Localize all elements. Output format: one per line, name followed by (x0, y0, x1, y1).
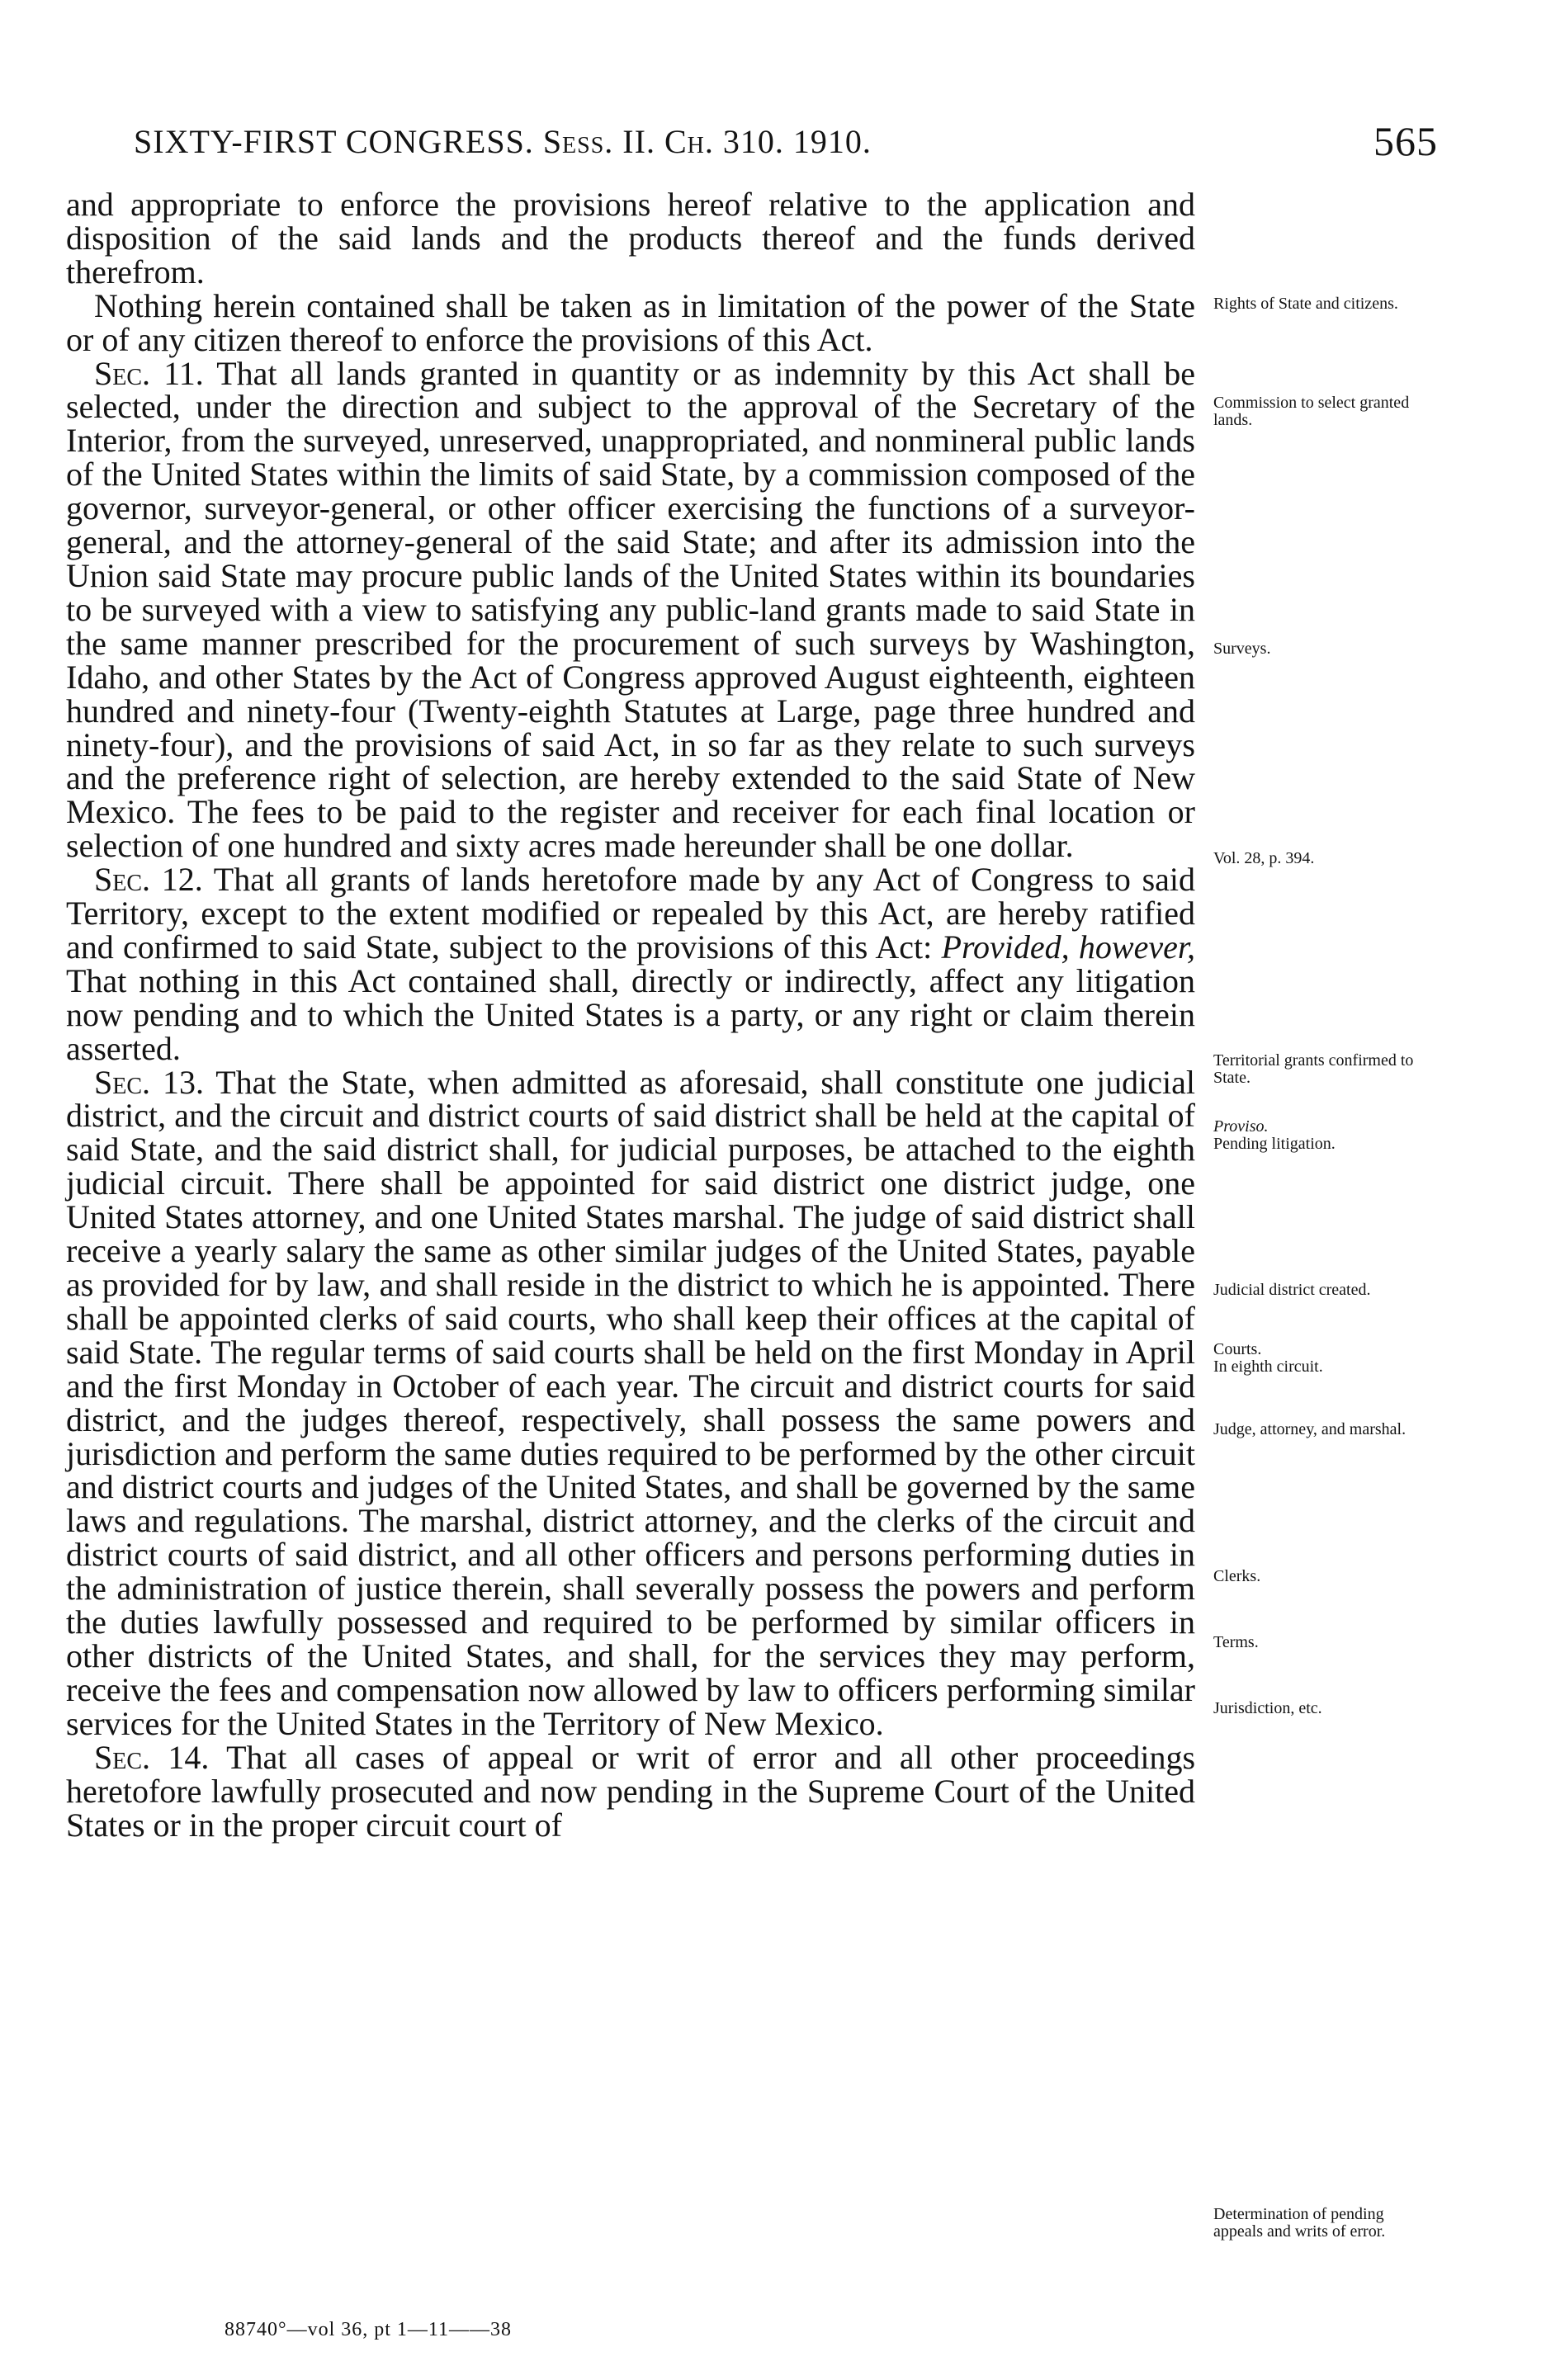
statute-body (66, 188, 1195, 1842)
section-14 (66, 1738, 1196, 1844)
margin-note-courts (1213, 1341, 1436, 1376)
running-head (134, 122, 872, 161)
margin-note-determination: Determination of pending appeals and writs of error. (1213, 2205, 1386, 2241)
congress-label: SIXTY-FIRST CONGRESS. (134, 123, 534, 160)
year-label: 1910. (792, 123, 872, 160)
margin-note-surveys: Surveys. (1213, 640, 1271, 658)
chapter-label: Ch. 310. (664, 123, 784, 160)
eighth-circuit-label: In eighth circuit. (1213, 1358, 1323, 1376)
pending-label: Pending litigation. (1213, 1135, 1336, 1153)
paragraph-continuation: and appropriate to enforce the provisions hereof relative to the application and disposition of the said lands and the products thereof and the funds derived therefrom. (66, 186, 1195, 290)
margin-note-terms: Terms. (1213, 1633, 1259, 1651)
margin-note-rights: Rights of State and citizens. (1213, 295, 1398, 313)
section-11-text: That all lands granted in quantity or as indemnity by this Act shall be selected, under the direction and subject to the approval of the Secretary of the Interior, from the surveyed, unreserved, unappropriated, and nonmineral public lands of the United States within the limits of said State, by a commission composed of the governor, surveyor-general, or other officer exercising the functions of a surveyor-general, and the attorney-general of the said State; and after its admission into the Union said State may procure public lands of the United States within its boundaries to be surveyed with a view to satisfying any public-land grants made to said State in the same manner prescribed for the procurement of such surveys by Washington, Idaho, and other States by the Act of Congress approved August eighteenth, eighteen hundred and ninety-four (Twenty-eighth Statutes at Large, page three hundred and ninety-four), and the provisions of said Act, in so far as they relate to such surveys and the preference right of selection, are hereby extended to the said State of New Mexico. The fees to be paid to the register and receiver for each final location or selection of one hundred and sixty acres made hereunder shall be one dollar. (66, 354, 1195, 865)
margin-note-clerks: Clerks. (1213, 1567, 1261, 1585)
margin-note-commission: Commission to select granted lands. (1213, 394, 1410, 429)
running-header (134, 118, 1438, 164)
margin-note-vol: Vol. 28, p. 394. (1213, 849, 1315, 867)
section-11 (66, 354, 1195, 865)
margin-note-territorial: Territorial grants confirmed to State. (1213, 1051, 1414, 1087)
page-number: 565 (1373, 118, 1438, 164)
section-12 (66, 863, 1195, 1065)
margin-note-judge: Judge, attorney, and marshal. (1213, 1420, 1407, 1438)
proviso-label: Proviso. (1213, 1117, 1269, 1136)
section-12-proviso: Provided, however, (941, 928, 1196, 966)
section-13-label: Sec. 13. (94, 1063, 204, 1101)
margin-note-proviso (1213, 1118, 1436, 1153)
section-11-label: Sec. 11. (94, 354, 204, 392)
margin-note-jurisdiction: Jurisdiction, etc. (1213, 1699, 1322, 1717)
section-13-text: That the State, when admitted as aforesaid, shall constitute one judicial district, and the circuit and district courts of said district shall be held at the capital of said State, and the said district shall, for judicial purposes, be attached to the eighth judicial circuit. There shall be appointed for said district one district judge, one United States attorney, and one United States marshal. The judge of said district shall receive a yearly salary the same as other similar judges of the United States, payable as provided for by law, and shall reside in the district to which he is appointed. There shall be appointed clerks of said courts, who shall keep their offices at the capital of said State. The regular terms of said courts shall be held on the first Monday in April and the first Monday in October of each year. The circuit and district courts for said district, and the judges thereof, respectively, shall possess the same powers and jurisdiction and perform the same duties required to be performed by the other circuit and district courts and judges of the United States, and shall be governed by the same laws and regulations. The marshal, district attorney, and the clerks of the circuit and district courts of said district, and all other officers and persons performing duties in the administration of justice therein, shall severally possess the powers and perform the duties lawfully possessed and required to be performed by similar officers in other districts of the United States, and shall, for the services they may perform, receive the fees and compensation now allowed by law to officers performing similar services for the United States in the Territory of New Mexico. (66, 1063, 1195, 1742)
section-14-label: Sec. 14. (94, 1738, 210, 1776)
section-12-text-b: That nothing in this Act contained shall, directly or indirectly, affect any litigation now pending and to which the United States is a party, or any right or claim therein asserted. (66, 961, 1195, 1067)
session-label: Sess. II. (542, 123, 655, 160)
courts-label: Courts. (1213, 1340, 1262, 1358)
margin-note-judicial: Judicial district created. (1213, 1281, 1371, 1299)
section-14-text: That all cases of appeal or writ of error and all other proceedings heretofore lawfully prosecuted and now pending in the Supreme Court of the United States or in the proper circuit court of (66, 1738, 1196, 1844)
section-12-text-a: That all grants of lands heretofore made by any Act of Congress to said Territory, except to the extent modified or repealed by this Act, are hereby ratified and confirmed to said State, subject to the provisions of this Act: (66, 861, 1196, 966)
section-12-label: Sec. 12. (94, 861, 203, 899)
signature-mark: 88740°—vol 36, pt 1—11——38 (225, 2319, 513, 2340)
section-13 (66, 1063, 1195, 1742)
paragraph-rights: Nothing herein contained shall be taken as in limitation of the power of the State or of any citizen thereof to enforce the provisions of this Act. (66, 286, 1195, 358)
